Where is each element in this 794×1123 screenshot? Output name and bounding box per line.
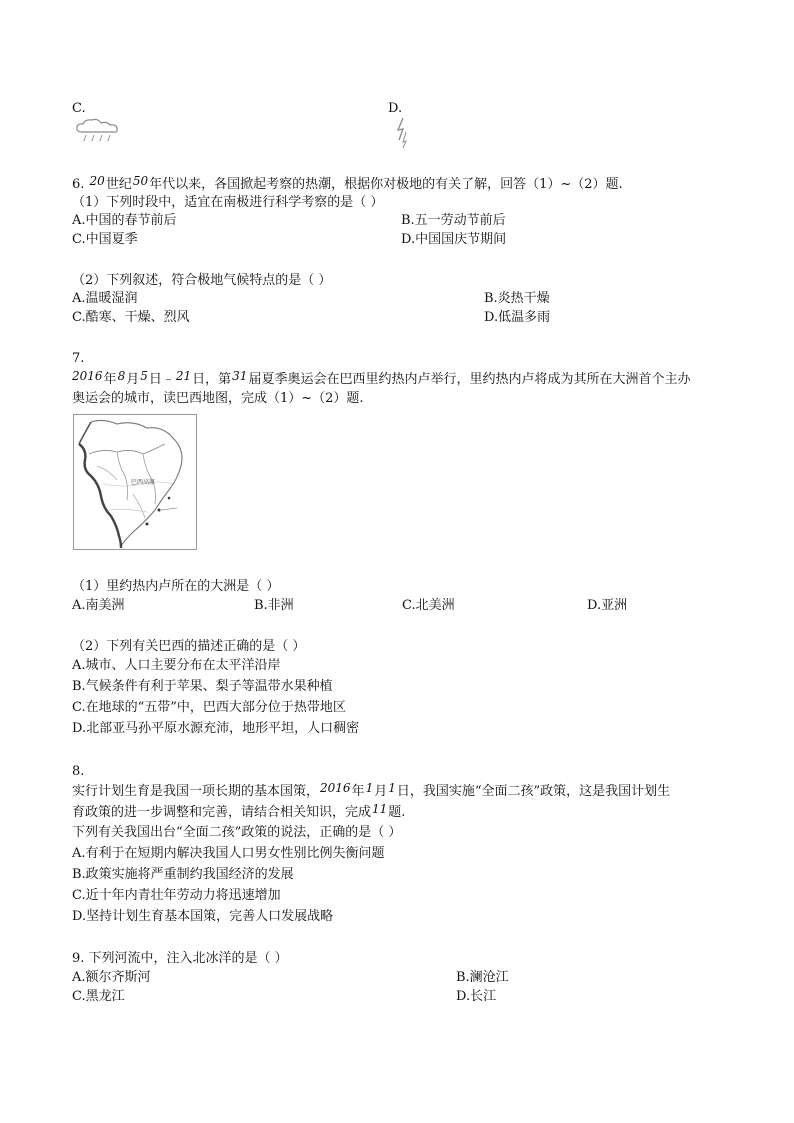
q7-sub2-option-b[interactable]: B.气候条件有利于苹果、梨子等温带水果种植 (72, 679, 333, 694)
q6-sub1-option-b[interactable]: B.五一劳动节前后 (401, 213, 506, 228)
q7-sub2-option-c[interactable]: C.在地球的“五带”中，巴西大部分位于热带地区 (72, 700, 346, 715)
q6-sub1-option-d[interactable]: D.中国国庆节期间 (401, 232, 507, 247)
q8-number: 8. (72, 764, 85, 779)
q6-sub1-question: （1）下列时段中，适宜在南极进行科学考察的是（ ） (72, 195, 384, 210)
q6-sub2-option-d[interactable]: D.低温多雨 (484, 310, 551, 325)
q7-sub2-question: （2）下列有关巴西的描述正确的是（ ） (72, 639, 306, 654)
q6-sub2-option-a[interactable]: A.温暖湿润 (72, 291, 138, 306)
lightning-icon (394, 116, 410, 150)
q9-option-d[interactable]: D.长江 (456, 989, 497, 1004)
q6-sub1-option-a[interactable]: A.中国的春节前后 (72, 213, 177, 228)
q5-option-c-label: C. (72, 101, 86, 116)
q9-option-b[interactable]: B.澜沧江 (456, 970, 509, 985)
q8-option-c[interactable]: C.近十年内青壮年劳动力将迅速增加 (72, 888, 281, 903)
q8-question: 下列有关我国出台“全面二孩”政策的说法，正确的是（ ） (72, 825, 402, 840)
q7-sub1-question: （1）里约热内卢所在的大洲是（ ） (72, 579, 280, 594)
q7-sub1-option-d[interactable]: D.亚洲 (587, 598, 628, 613)
q7-sub1-option-c[interactable]: C.北美洲 (402, 598, 455, 613)
q7-number: 7. (72, 351, 85, 366)
q7-sub1-option-b[interactable]: B.非洲 (254, 598, 294, 613)
q7-stem-line2: 奥运会的城市，读巴西地图，完成（1）~（2）题. (72, 391, 364, 406)
q6-sub1-option-c[interactable]: C.中国夏季 (72, 232, 138, 247)
q5-option-d-label: D. (388, 101, 403, 116)
rain-cloud-icon (74, 118, 122, 144)
q8-option-a[interactable]: A.有利于在短期内解决我国人口男女性别比例失衡问题 (72, 846, 385, 861)
q6-sub2-option-c[interactable]: C.酷寒、干燥、烈风 (72, 310, 190, 325)
q7-stem-line1: 2016年8月5日﹣21日，第31届夏季奥运会在巴西里约热内卢举行，里约热内卢将成为其所在大洲首个主办 (72, 369, 691, 387)
q7-sub2-option-d[interactable]: D.北部亚马孙平原水源充沛，地形平坦，人口稠密 (72, 721, 360, 736)
q8-option-b[interactable]: B.政策实施将严重制约我国经济的发展 (72, 867, 294, 882)
q6-stem: 6. 20世纪50年代以来，各国掀起考察的热潮，根据你对极地的有关了解，回答（1）~（2）题. (72, 174, 623, 192)
q8-stem-line1: 实行计划生育是我国一项长期的基本国策，2016年1月1日，我国实施“全面二孩”政策，这是我国计划生 (72, 781, 671, 799)
q9-option-c[interactable]: C.黑龙江 (72, 989, 125, 1004)
q6-sub2-option-b[interactable]: B.炎热干燥 (484, 291, 550, 306)
map-label-highland: 巴西高原 (131, 479, 156, 486)
q8-option-d[interactable]: D.坚持计划生育基本国策，完善人口发展战略 (72, 909, 334, 924)
q9-option-a[interactable]: A.额尔齐斯河 (72, 970, 151, 985)
q7-sub1-option-a[interactable]: A.南美洲 (72, 598, 125, 613)
q7-sub2-option-a[interactable]: A.城市、人口主要分布在太平洋沿岸 (72, 658, 281, 673)
q8-stem-line2: 育政策的进一步调整和完善，请结合相关知识，完成11题. (72, 802, 406, 820)
q9-question: 9. 下列河流中，注入北冰洋的是（ ） (72, 951, 288, 966)
q6-sub2-question: （2）下列叙述，符合极地气候特点的是（ ） (72, 273, 332, 288)
brazil-map (73, 414, 197, 550)
